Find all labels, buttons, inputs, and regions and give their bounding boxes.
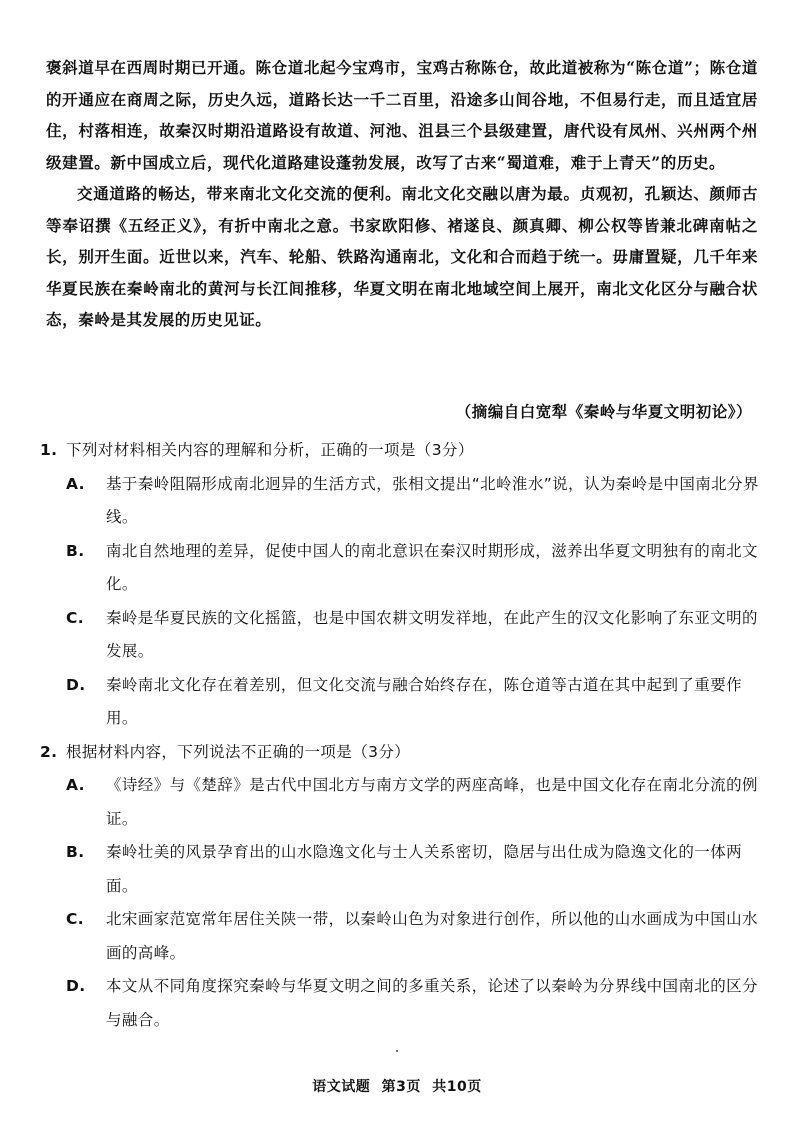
option-b <box>40 535 760 602</box>
option-text: 秦岭是华夏民族的文化摇篮，也是中国农耕文明发祥地，在此产生的汉文化影响了东亚文明的发展。 <box>106 608 758 660</box>
question-2 <box>40 736 760 1038</box>
question-text: 下列对材料相关内容的理解和分析，正确的一项是（3分） <box>66 441 474 459</box>
passage-source: （摘编自白宽犁《秦岭与华夏文明初论》） <box>455 402 752 421</box>
option-text: 基于秦岭阻隔形成南北迥异的生活方式，张相文提出“北岭淮水”说，认为秦岭是中国南北分界线。 <box>106 474 759 526</box>
footer-subject: 语文试题 <box>312 1079 371 1095</box>
scan-speck <box>396 1050 398 1052</box>
footer-total-pages: 共10页 <box>432 1079 482 1095</box>
option-text: 秦岭壮美的风景孕育出的山水隐逸文化与士人关系密切，隐居与出仕成为隐逸文化的一体两面。 <box>106 843 743 895</box>
passage-paragraph: 褒斜道早在西周时期已开通。陈仓道北起今宝鸡市，宝鸡古称陈仓，故此道被称为“陈仓道”；陈仓道的开通应在商周之际，历史久远，道路长达一千二百里，沿途多山间谷地，不但易行走，而且适宜居住，村落相连，故秦汉时期沿道路设有故道、河池、沮县三个县级建置，唐代设有凤州、兴州两个州级建置。新中国成立后，现代化道路建设蓬勃发展，改写了古来“蜀道难，难于上青天”的历史。 <box>46 58 758 172</box>
passage-paragraph: 交通道路的畅达，带来南北文化交流的便利。南北文化交融以唐为最。贞观初，孔颖达、颜师古等奉诏撰《五经正义》，有折中南北之意。书家欧阳修、褚遂良、颜真卿、柳公权等皆兼北碑南帖之长，别开生面。近世以来，汽车、轮船、铁路沟通南北，文化和合而趋于统一。毋庸置疑，几千年来华夏民族在秦岭南北的黄河与长江间推移，华夏文明在南北地域空间上展开，南北文化区分与融合状态，秦岭是其发展的历史见证。 <box>46 184 758 329</box>
question-number: 2. <box>40 742 58 761</box>
option-key: B. <box>66 843 85 861</box>
option-d <box>40 669 760 736</box>
reading-passage <box>46 52 758 336</box>
question-stem <box>40 434 760 468</box>
option-text: 秦岭南北文化存在着差别，但文化交流与融合始终存在，陈仓道等古道在其中起到了重要作用。 <box>106 675 743 727</box>
option-key: B. <box>66 541 85 560</box>
option-text: 北宋画家范宽常年居住关陕一带，以秦岭山色为对象进行创作，所以他的山水画成为中国山水画的高峰。 <box>106 910 758 962</box>
option-key: D. <box>66 675 86 694</box>
option-text: 《诗经》与《楚辞》是古代中国北方与南方文学的两座高峰，也是中国文化存在南北分流的例证。 <box>106 776 758 828</box>
question-list <box>40 434 760 1037</box>
option-key: C. <box>66 608 85 627</box>
option-text: 南北自然地理的差异，促使中国人的南北意识在秦汉时期形成，滋养出华夏文明独有的南北文化。 <box>106 541 758 593</box>
option-c <box>40 602 760 669</box>
question-stem <box>40 736 760 770</box>
option-d <box>40 970 760 1037</box>
footer-page-number: 第3页 <box>381 1079 421 1095</box>
question-number: 1. <box>40 441 58 459</box>
option-a <box>40 769 760 836</box>
option-b <box>40 836 760 903</box>
question-text: 根据材料内容，下列说法不正确的一项是（3分） <box>66 742 411 761</box>
option-text: 本文从不同角度探究秦岭与华夏文明之间的多重关系，论述了以秦岭为分界线中国南北的区分与融合。 <box>106 977 758 1029</box>
option-key: D. <box>66 977 86 995</box>
page-footer <box>0 1076 794 1096</box>
option-c <box>40 903 760 970</box>
question-1 <box>40 434 760 736</box>
option-key: A. <box>66 776 85 794</box>
option-key: A. <box>66 474 85 493</box>
option-key: C. <box>66 910 85 928</box>
option-a <box>40 468 760 535</box>
